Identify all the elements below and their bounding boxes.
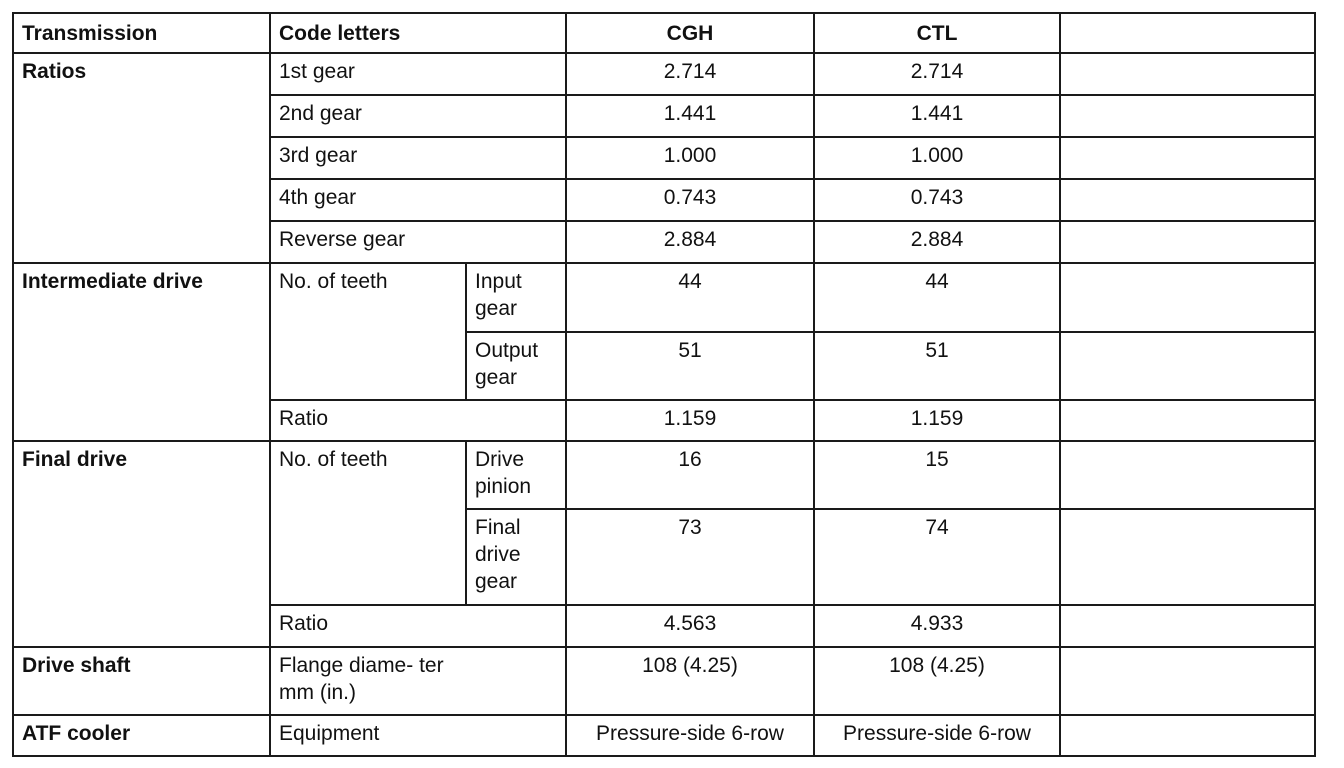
value-cgh: 1.159 [566, 400, 814, 441]
value-cgh: 4.563 [566, 605, 814, 647]
row-label: 3rd gear [270, 137, 566, 179]
value-cgh: 16 [566, 441, 814, 509]
spacer-cell [270, 509, 466, 605]
row-label: Reverse gear [270, 221, 566, 263]
value-ctl: 0.743 [814, 179, 1060, 221]
value-cgh: 108 (4.25) [566, 647, 814, 715]
section-intermediate-drive: Intermediate drive [13, 263, 270, 441]
value-cgh: 2.714 [566, 53, 814, 95]
table-row [13, 715, 1315, 756]
row-label: 1st gear [270, 53, 566, 95]
row-label: Ratio [270, 400, 566, 441]
empty-cell [1060, 715, 1315, 756]
row-label: Drive pinion [466, 441, 566, 509]
row-label: 4th gear [270, 179, 566, 221]
value-ctl: 1.441 [814, 95, 1060, 137]
row-label: Final drive gear [466, 509, 566, 605]
value-ctl: 15 [814, 441, 1060, 509]
empty-cell [1060, 332, 1315, 400]
value-cgh: 44 [566, 263, 814, 332]
value-cgh: 0.743 [566, 179, 814, 221]
value-ctl: Pressure-side 6-row [814, 715, 1060, 756]
table-row [13, 647, 1315, 715]
value-ctl: 74 [814, 509, 1060, 605]
row-label: 2nd gear [270, 95, 566, 137]
empty-cell [1060, 605, 1315, 647]
spacer-cell [270, 332, 466, 400]
value-cgh: 73 [566, 509, 814, 605]
value-ctl: 44 [814, 263, 1060, 332]
value-ctl: 2.714 [814, 53, 1060, 95]
table-row [13, 441, 1315, 509]
empty-cell [1060, 263, 1315, 332]
empty-cell [1060, 509, 1315, 605]
header-cgh: CGH [566, 13, 814, 53]
value-ctl: 108 (4.25) [814, 647, 1060, 715]
value-ctl: 51 [814, 332, 1060, 400]
empty-cell [1060, 400, 1315, 441]
empty-cell [1060, 13, 1315, 53]
teeth-label: No. of teeth [270, 441, 466, 509]
section-final-drive: Final drive [13, 441, 270, 647]
row-label: Flange diame- ter mm (in.) [270, 647, 466, 715]
value-ctl: 2.884 [814, 221, 1060, 263]
empty-cell [1060, 179, 1315, 221]
header-transmission: Transmission [13, 13, 270, 53]
value-cgh: 2.884 [566, 221, 814, 263]
row-label: Ratio [270, 605, 566, 647]
value-ctl: 4.933 [814, 605, 1060, 647]
empty-cell [1060, 137, 1315, 179]
spacer-cell [466, 647, 566, 715]
transmission-spec-table [12, 12, 1316, 757]
empty-cell [1060, 647, 1315, 715]
empty-cell [1060, 221, 1315, 263]
table-row [13, 53, 1315, 95]
value-cgh: 1.000 [566, 137, 814, 179]
empty-cell [1060, 53, 1315, 95]
value-cgh: 51 [566, 332, 814, 400]
header-code-letters: Code letters [270, 13, 566, 53]
value-cgh: 1.441 [566, 95, 814, 137]
row-label: Equipment [270, 715, 566, 756]
empty-cell [1060, 441, 1315, 509]
section-ratios: Ratios [13, 53, 270, 263]
value-ctl: 1.000 [814, 137, 1060, 179]
value-ctl: 1.159 [814, 400, 1060, 441]
teeth-label: No. of teeth [270, 263, 466, 332]
section-atf-cooler: ATF cooler [13, 715, 270, 756]
row-label: Output gear [466, 332, 566, 400]
header-ctl: CTL [814, 13, 1060, 53]
row-label: Input gear [466, 263, 566, 332]
table-row [13, 263, 1315, 332]
empty-cell [1060, 95, 1315, 137]
value-cgh: Pressure-side 6-row [566, 715, 814, 756]
header-row [13, 13, 1315, 53]
section-drive-shaft: Drive shaft [13, 647, 270, 715]
